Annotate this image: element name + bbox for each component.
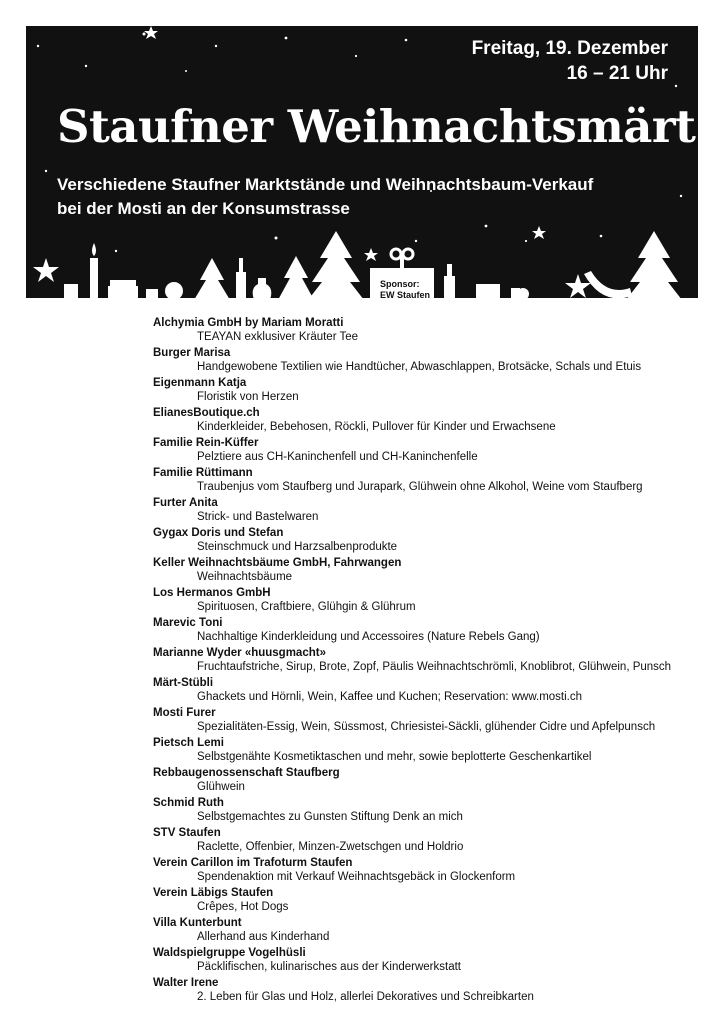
- vendor-name: Furter Anita: [153, 497, 218, 509]
- vendor-entry: [153, 826, 693, 856]
- vendor-entry: [153, 976, 693, 1006]
- header-banner: [26, 26, 698, 307]
- vendor-list: [153, 316, 693, 1006]
- tree-icon: [278, 256, 314, 300]
- event-time: 16 – 21 Uhr: [566, 63, 668, 84]
- vendor-name: Familie Rüttimann: [153, 467, 253, 479]
- sponsor-name: EW Staufen: [380, 290, 431, 300]
- star-icon: [532, 226, 546, 239]
- vendor-entry: [153, 466, 693, 496]
- vendor-entry: [153, 376, 693, 406]
- vendor-name: Los Hermanos GmbH: [153, 587, 271, 599]
- tree-icon: [308, 231, 364, 300]
- vendor-description: Ghackets und Hörnli, Wein, Kaffee und Kuchen; Reservation: www.mosti.ch: [197, 691, 583, 703]
- vendor-description: Crêpes, Hot Dogs: [197, 901, 289, 913]
- vendor-name: Schmid Ruth: [153, 797, 224, 809]
- vendor-description: Spirituosen, Craftbiere, Glühgin & Glührum: [197, 601, 416, 613]
- vendor-description: Weihnachtsbäume: [197, 571, 293, 583]
- vendor-entry: [153, 646, 693, 676]
- vendor-entry: [153, 496, 693, 526]
- vendor-name: Verein Läbigs Staufen: [153, 887, 274, 899]
- vendor-description: Spendenaktion mit Verkauf Weihnachtsgebäck in Glockenform: [197, 871, 516, 883]
- vendor-name: Waldspielgruppe Vogelhüsli: [153, 947, 306, 959]
- vendor-entry: [153, 436, 693, 466]
- subtitle-line-2: bei der Mosti an der Konsumstrasse: [57, 199, 350, 218]
- vendor-entry: [153, 556, 693, 586]
- vendor-entry: [153, 766, 693, 796]
- vendor-entry: [153, 316, 693, 346]
- vendor-description: Floristik von Herzen: [197, 391, 299, 403]
- star-icon: [33, 258, 59, 282]
- vendor-description: Allerhand aus Kinderhand: [197, 931, 330, 943]
- vendor-description: Glühwein: [197, 781, 245, 793]
- vendor-entry: [153, 946, 693, 976]
- tree-icon: [626, 231, 682, 300]
- vendor-description: Selbstgemachtes zu Gunsten Stiftung Denk an mich: [197, 811, 463, 823]
- vendor-entry: [153, 796, 693, 826]
- vendor-entry: [153, 886, 693, 916]
- vendor-name: Rebbaugenossenschaft Staufberg: [153, 767, 340, 779]
- vendor-entry: [153, 406, 693, 436]
- star-icon: [144, 26, 158, 39]
- vendor-entry: [153, 736, 693, 766]
- vendor-description: Handgewobene Textilien wie Handtücher, Abwaschlappen, Brotsäcke, Schals und Etuis: [197, 361, 642, 373]
- vendor-description: Strick- und Bastelwaren: [197, 511, 319, 523]
- vendor-entry: [153, 346, 693, 376]
- vendor-description: Päcklifischen, kulinarisches aus der Kinderwerkstatt: [197, 961, 461, 973]
- vendor-name: Eigenmann Katja: [153, 377, 247, 389]
- vendor-description: 2. Leben für Glas und Holz, allerlei Dekoratives und Schreibkarten: [197, 991, 534, 1003]
- vendor-description: Nachhaltige Kinderkleidung und Accessoires (Nature Rebels Gang): [197, 631, 540, 643]
- page-title: Staufner Weihnachtsmärt: [57, 100, 696, 153]
- vendor-name: Pietsch Lemi: [153, 737, 224, 749]
- vendor-name: STV Staufen: [153, 827, 221, 839]
- event-date: Freitag, 19. Dezember: [471, 38, 668, 59]
- vendor-name: Verein Carillon im Trafoturm Staufen: [153, 857, 353, 869]
- vendor-description: Kinderkleider, Bebehosen, Röckli, Pullover für Kinder und Erwachsene: [197, 421, 556, 433]
- vendor-name: Mosti Furer: [153, 707, 216, 719]
- vendor-description: Spezialitäten-Essig, Wein, Süssmost, Chriesistei-Säckli, glühender Cidre und Apfelpunsch: [197, 721, 656, 733]
- event-date-time: [472, 36, 668, 86]
- vendor-description: Pelztiere aus CH-Kaninchenfell und CH-Kaninchenfelle: [197, 451, 478, 463]
- vendor-description: Raclette, Offenbier, Minzen-Zwetschgen und Holdrio: [197, 841, 464, 853]
- vendor-name: Alchymia GmbH by Mariam Moratti: [153, 317, 344, 329]
- vendor-description: Selbstgenähte Kosmetiktaschen und mehr, sowie beplotterte Geschenkartikel: [197, 751, 592, 763]
- vendor-description: TEAYAN exklusiver Kräuter Tee: [197, 331, 359, 343]
- vendor-name: Marevic Toni: [153, 617, 223, 629]
- sponsor-label-text: Sponsor:: [380, 279, 420, 289]
- vendor-entry: [153, 526, 693, 556]
- vendor-name: Märt-Stübli: [153, 677, 214, 689]
- vendor-entry: [153, 616, 693, 646]
- vendor-name: Burger Marisa: [153, 347, 231, 359]
- vendor-entry: [153, 706, 693, 736]
- vendor-name: Walter Irene: [153, 977, 219, 989]
- subtitle-line-1: Verschiedene Staufner Marktstände und Weihnachtsbaum-Verkauf: [57, 175, 594, 194]
- vendor-name: Gygax Doris und Stefan: [153, 527, 284, 539]
- vendor-description: Steinschmuck und Harzsalbenprodukte: [197, 541, 398, 553]
- subtitle: [57, 173, 677, 221]
- vendor-name: Familie Rein-Küffer: [153, 437, 259, 449]
- vendor-entry: [153, 916, 693, 946]
- vendor-entry: [153, 856, 693, 886]
- vendor-name: ElianesBoutique.ch: [153, 407, 260, 419]
- vendor-name: Villa Kunterbunt: [153, 917, 242, 929]
- vendor-name: Marianne Wyder «huusgmacht»: [153, 647, 326, 659]
- tree-icon: [194, 258, 230, 300]
- vendor-entry: [153, 676, 693, 706]
- star-icon: [364, 248, 378, 261]
- vendor-description: Fruchtaufstriche, Sirup, Brote, Zopf, Päulis Weihnachtschrömli, Knoblibrot, Glühwein, Punsch: [197, 661, 672, 673]
- vendor-description: Traubenjus vom Staufberg und Jurapark, Glühwein ohne Alkohol, Weine vom Staufberg: [197, 481, 643, 493]
- vendor-name: Keller Weihnachtsbäume GmbH, Fahrwangen: [153, 557, 402, 569]
- sponsor-label: [380, 279, 430, 301]
- vendor-entry: [153, 586, 693, 616]
